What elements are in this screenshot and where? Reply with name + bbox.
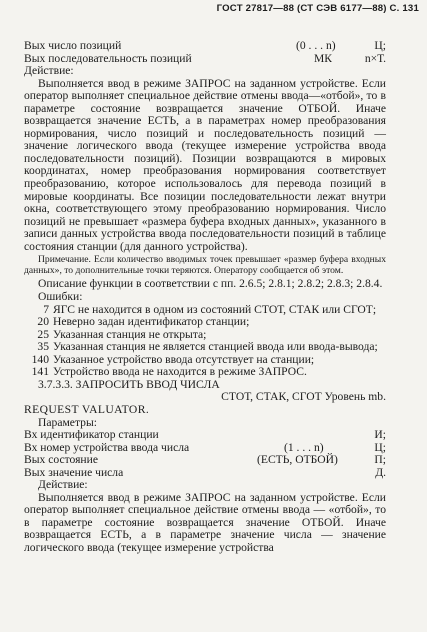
param-row-sequence xyxy=(24,53,386,66)
param-value: (ЕСТЬ, ОТБОЙ) xyxy=(257,453,338,467)
error-code: 141 xyxy=(31,365,49,379)
param-type: n×Т. xyxy=(364,51,386,65)
param-value: МК xyxy=(314,51,333,65)
error-code: 140 xyxy=(31,352,49,366)
error-text: Неверно задан идентификатор станции; xyxy=(53,315,250,329)
param-value: (1 . . . n) xyxy=(284,440,324,454)
error-text: Указанная станция не открыта; xyxy=(53,327,207,341)
action-paragraph: Выполняется ввод в режиме ЗАПРОС на заданном устройстве. Если оператор выполняет специальное действие отмены ввода—«отбой», то в параметре состояние возвращается значение ОТБОЙ. Иначе возвращается значение ЕСТЬ, а в параметрах номер преобразования нормирования, число позиций и последовательность позиций — значение логического ввода (текущее измерение устройства ввода последовательности позиций). Позиции возвращаются в мировых координатах, номер преобразования нормирования соответствует преобразованию, которое использовалось для перевода позиций в мировые координаты. Все позиции последовательности лежат внутри окна, соответствующего этому преобразованию нормирования. Число позиций не превышает «размера буфера входных данных», указанного в записи данных устройства ввода последовательности позиций в таблице состояния станции (для данного устройства). xyxy=(24,76,386,253)
param-row-station-id xyxy=(24,429,386,442)
error-code: 20 xyxy=(37,315,49,329)
param-row-status xyxy=(24,454,386,467)
error-code: 7 xyxy=(43,302,49,316)
error-code: 25 xyxy=(37,327,49,341)
param-type: П; xyxy=(374,453,386,467)
section-levels: СТОТ, СТАК, СГОТ Уровень mb. xyxy=(221,390,386,404)
error-text: Указанное устройство ввода отсутствует на станции; xyxy=(53,352,315,366)
param-label: Вых последовательность позиций xyxy=(24,51,192,65)
errors-label: Ошибки: xyxy=(38,290,83,304)
param-value: (0 . . . n) xyxy=(296,39,336,52)
function-name: REQUEST VALUATOR. xyxy=(24,402,150,416)
error-text: Указанная станция не является станцией ввода или ввода-вывода; xyxy=(53,340,378,354)
action-label-2: Действие: xyxy=(38,478,88,492)
param-row-count xyxy=(24,40,386,53)
param-type: Ц; xyxy=(374,39,386,52)
error-text: Устройство ввода не находится в режиме ЗАПРОС. xyxy=(53,365,307,379)
section-title: 3.7.3.3. ЗАПРОСИТЬ ВВОД ЧИСЛА xyxy=(38,377,220,391)
action-label: Действие: xyxy=(24,64,74,78)
function-description: Описание функции в соответствии с пп. 2.6.5; 2.8.1; 2.8.2; 2.8.3; 2.8.4. xyxy=(38,277,383,291)
note-paragraph: Примечание. Если количество вводимых точек превышает «размер буфера входных данных», то дополнительные точки теряются. Оператору сообщается об этом. xyxy=(24,254,386,276)
action-paragraph-2: Выполняется ввод в режиме ЗАПРОС на заданном устройстве. Если оператор выполняет специальное действие отмены ввода — «отбой», то в параметре состояние возвращается значение ОТБОЙ. Иначе возвращается ЕСТЬ, а в параметре значение числа — значение логического ввода (текущее измерение устройства xyxy=(24,490,386,554)
param-row-value xyxy=(24,467,386,480)
error-text: ЯГС не находится в одном из состояний СТОТ, СТАК или СГОТ; xyxy=(53,302,377,316)
error-code: 35 xyxy=(37,340,49,354)
page-content xyxy=(24,40,386,555)
errors-list xyxy=(24,304,386,379)
error-item xyxy=(24,341,386,354)
param-label: Вых состояние xyxy=(24,453,98,467)
error-item xyxy=(24,366,386,379)
param-label: Вых число позиций xyxy=(24,39,122,52)
params-label: Параметры: xyxy=(38,415,97,429)
param-type: Д. xyxy=(375,465,386,479)
param-type: И; xyxy=(374,428,386,442)
param-type: Ц; xyxy=(374,440,386,454)
param-label: Вх номер устройства ввода числа xyxy=(24,440,190,454)
error-item xyxy=(24,316,386,329)
param-label: Вх идентификатор станции xyxy=(24,428,159,442)
page-header: ГОСТ 27817—88 (СТ СЭВ 6177—88) С. 131 xyxy=(216,3,419,14)
param-label: Вых значение числа xyxy=(24,465,124,479)
